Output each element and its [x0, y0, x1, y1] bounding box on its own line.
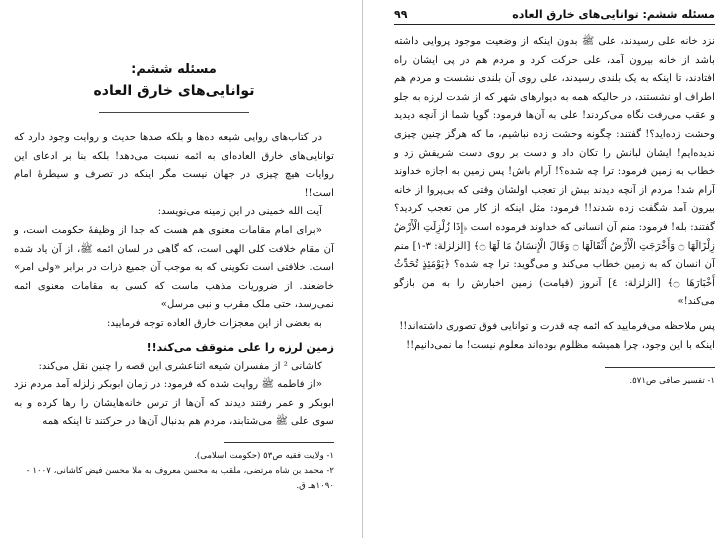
footnote-2: ٢- محمد بن شاه مرتضی، ملقب به محسن معروف به ملا محسن فیض کاشانی، ١٠٠٧ - ١٠٩٠هـ ق. [26, 465, 334, 491]
intro-paragraph: در کتاب‌های روایی شیعه ده‌ها و بلکه صدها حدیث و روایت وجود دارد که توانایی‌های خارق العاده‌ای به ائمه نسبت می‌دهد! بلکه بنا بر ادعای این روایات هیچ چیزی در جهان نیست مگر اینکه در تصرف و سیطرهٔ امام است!! [14, 132, 334, 199]
page-gutter [362, 0, 363, 538]
title-rule [99, 112, 249, 113]
chapter-label: مسئله ششم: [131, 62, 217, 77]
footnote-1-right: ١- تفسیر صافی ص٥٧١. [629, 376, 715, 387]
running-head-title: مسئله ششم: توانایی‌های خارق العاده [512, 8, 715, 21]
observation-paragraph: پس ملاحظه می‌فرمایید که ائمه چه قدرت و توانایی فوق تصوری داشته‌اند!! [399, 320, 715, 332]
miracles-intro: به بعضی از این معجزات خارق العاده توجه فرمایید: [106, 317, 322, 329]
right-page [382, 0, 725, 538]
page-number: ۹۹ [394, 8, 408, 21]
left-page [0, 0, 350, 538]
khomeini-intro: آیت الله خمینی در این زمینه می‌نویسد: [157, 206, 322, 218]
narration-continued: نزد خانه علی رسیدند، علی ﷺ بدون اینکه از وضعیت موجود پروایی داشته باشد از خانه بیرون آمد، علی حرکت کرد و مردم هم در پی ایشان راه افتادند، تا اینکه به یک بلندی رسیدند، علی روی آن بلندی نشست و مردم هم اطراف او نشستند، در حالیکه همه به دیوارهای شهر که از شدت لرزه به جلو و عقب می‌رفت نگاه می‌کردند! علی به آن‌ها فرمود: گویا شما از آنچه دیدید وحشت زده‌اید؟! گفتند: چگونه وحشت زده نباشیم، ما که هرگز چنین چیزی ندیده‌ایم! ایشان لبانش را تکان داد و دست بر روی دست شریفش زد و خطاب به زمین فرمود: ترا چه شده؟! آرام باش! پس زمین به اجازه خداوند آرام شد! مردم از آنچه دیدند بیش از تعجب اولشان وقتی که بی‌پروا از خانه بیرون آمد شگفت زده شدند!! فرمود: مثل اینکه از کار من تعجب کردید؟ گفتند: بله! فرمود: منم آن انسانی که خداوند فرموده است ﴿إِذَا زُلْزِلَتِ الْأَرْضُ زِلْزَالَهَا ۝ وَأَخْرَجَتِ الْأَرْضُ أَثْقَالَهَا ۝ وَقَالَ الْإِنسَانُ مَا لَهَا ۝﴾ [الزلزلة: ٣-١] منم آن انسان که به زمین خطاب می‌کند و می‌گوید: ترا چه شده؟ ﴿يَوْمَئِذٍ تُحَدِّثُ أَخْبَارَهَا ۝﴾ [الزلزلة: ٤] آنروز (قیامت) زمین اخبارش را به من بازگو می‌کند!» [394, 36, 715, 308]
footnotes [14, 449, 334, 494]
footnote-rule-right [605, 367, 715, 368]
footnotes-right [394, 374, 715, 389]
kashani-intro: کاشانی ² از مفسران شیعه اثناعشری این قصه را چنین نقل می‌کند: [38, 360, 322, 372]
chapter-title: توانایی‌های خارق العاده [93, 83, 255, 99]
running-header [394, 8, 715, 25]
footnote-1: ١- ولایت فقیه ص٥٣ (حکومت اسلامی). [194, 450, 334, 461]
section-heading: زمین لرزه را علی متوقف می‌کند!! [146, 340, 334, 354]
fatima-narration: «از فاطمه ﷺ روایت شده که فرمود: در زمان ابوبکر زلزله آمد مردم نزد ابوبکر و عمر رفتند دیدند که آن‌ها از ترس خانه‌هایشان را رها کرده و به سوی علی ﷺ می‌شتابند، مردم هم بدنبال آن‌ها در حرکتند تا اینکه همه [14, 379, 334, 428]
footnote-rule [224, 442, 334, 443]
conclusion-paragraph: اینکه با این وجود، چرا همیشه مظلوم بوده‌اند معلوم نیست! ما نمی‌دانیم!! [406, 339, 715, 351]
khomeini-quote: «برای امام مقامات معنوی هم هست که جدا از وظیفهٔ حکومت است، و آن مقام خلافت کلی الهی است، که گاهی در لسان ائمه ﷺ، از آن یاد شده است. خلافتی است تکوینی که به موجب آن جمیع ذرات در برابر «ولی امر» خاضعند. از ضروریات مذهب ماست که کسی به مقامات معنوی ائمه نمی‌رسد، حتی ملک مقرب و نبی مرسل» [14, 224, 334, 311]
